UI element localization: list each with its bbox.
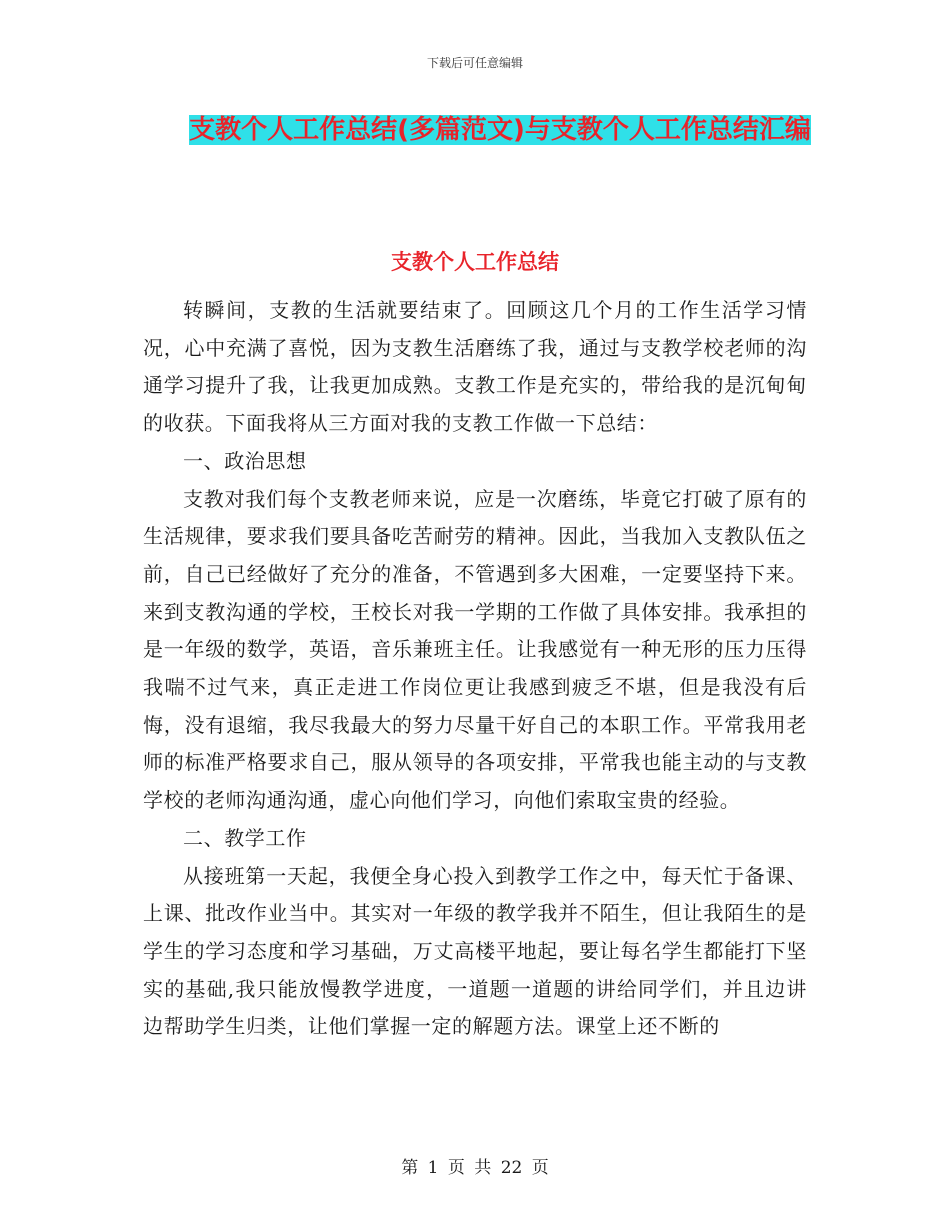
paragraph-heading: 一、政治思想 — [183, 448, 307, 473]
page-footer: 第 1 页 共 22 页 — [401, 1158, 549, 1178]
body-text — [143, 292, 807, 1046]
paragraph: 从接班第一天起，我便全身心投入到教学工作之中，每天忙于备课、上课、批改作业当中。其实对一年级的教学我并不陌生，但让我陌生的是学生的学习态度和学习基础，万丈高楼平地起，要让每名学生都能打下坚实的基础,我只能放慢教学进度，一道题一道题的讲给同学们，并且边讲边帮助学生归类，让他们掌握一定的解题方法。课堂上还不断的 — [143, 863, 807, 1039]
paragraph: 转瞬间，支教的生活就要结束了。回顾这几个月的工作生活学习情况，心中充满了喜悦，因为支教生活磨练了我，通过与支教学校老师的沟通学习提升了我，让我更加成熟。支教工作是充实的，带给我的是沉甸甸的收获。下面我将从三方面对我的支教工作做一下总结： — [143, 298, 807, 436]
header-note: 下载后可任意编辑 — [426, 56, 523, 70]
document-title — [180, 108, 820, 152]
document-title-text: 支教个人工作总结(多篇范文)与支教个人工作总结汇编 — [189, 115, 811, 145]
paragraph: 支教对我们每个支教老师来说，应是一次磨练，毕竟它打破了原有的生活规律，要求我们要具备吃苦耐劳的精神。因此，当我加入支教队伍之前，自己已经做好了充分的准备，不管遇到多大困难，一定要坚持下来。来到支教沟通的学校，王校长对我一学期的工作做了具体安排。我承担的是一年级的数学，英语，音乐兼班主任。让我感觉有一种无形的压力压得我喘不过气来，真正走进工作岗位更让我感到疲乏不堪，但是我没有后悔，没有退缩，我尽我最大的努力尽量干好自己的本职工作。平常我用老师的标准严格要求自己，服从领导的各项安排，平常我也能主动的与支教学校的老师沟通沟通，虚心向他们学习，向他们索取宝贵的经验。 — [143, 486, 807, 813]
section-title: 支教个人工作总结 — [391, 250, 559, 274]
paragraph-heading: 二、教学工作 — [183, 825, 307, 850]
